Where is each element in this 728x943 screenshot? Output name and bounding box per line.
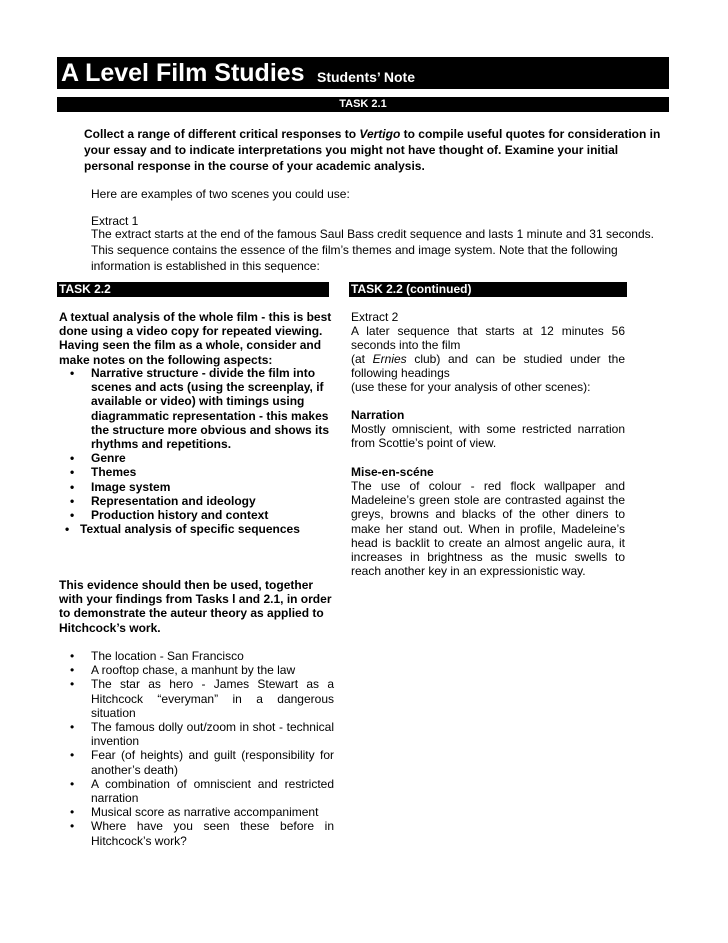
extract2-title: Extract 2 [351,310,399,324]
list-item: • A rooftop chase, a manhunt by the law [70,663,296,678]
aspects-list [59,366,334,536]
title-bar [57,57,669,89]
narration-text: Mostly omniscient, with some restricted narration from Scottie’s point of view. [351,422,625,451]
list-item: • The star as hero - James Stewart as a Hitchcock “everyman” in a dangerous situation [70,677,334,720]
evidence-paragraph: This evidence should then be used, together with your findings from Tasks l and 2.1, in order to demonstrate the auteur theory as applied to Hitchcock’s work. [59,578,332,635]
list-item: • The famous dolly out/zoom in shot - technical invention [70,720,334,749]
list-item: • Themes [70,465,137,480]
examples-line: Here are examples of two scenes you could use: [91,187,350,201]
extract1-title: Extract 1 [91,214,139,228]
task-2-2-continued-heading: TASK 2.2 (continued) [349,282,627,297]
list-item: • Image system [70,479,171,494]
list-item: • Textual analysis of specific sequences [65,522,300,537]
list-item: • Where have you seen these before in Hitchcock’s work? [70,819,334,848]
list-item: • Genre [70,451,126,466]
list-item: • Musical score as narrative accompaniment [70,805,319,820]
extract2-line2: (at Ernies club) and can be studied under the following headings [351,352,625,381]
points-list [59,649,334,848]
mise-text: The use of colour - red flock wallpaper and Madeleine’s green stole are contrasted against the greys, browns and blacks of the other diners to make her stand out. When in profile, Madeleine’s head is backlit to create an almost angelic aura, it increases in brightness as the music swells to reach another key in an expressionistic way. [351,479,625,579]
mise-heading: Mise-en-scéne [351,465,434,479]
list-item: • Production history and context [70,508,269,523]
task-2-1-heading: TASK 2.1 [57,97,669,112]
page-subtitle: Students’ Note [317,69,416,85]
narration-heading: Narration [351,408,405,422]
task-2-2-intro: A textual analysis of the whole film - this is best done using a video copy for repeated viewing. Having seen the film as a whole, consider and make notes on the following aspects: [59,310,332,367]
page-title: A Level Film Studies [61,59,305,87]
list-item: • Representation and ideology [70,493,256,508]
intro-paragraph: Collect a range of different critical responses to Vertigo to compile useful quotes for consideration in your essay and to indicate interpretations you might not have thought of. Examine your initial personal response in the course of your academic analysis. [84,127,661,173]
list-item: • The location - San Francisco [70,649,244,663]
extract2-line3: (use these for your analysis of other scenes): [351,380,591,394]
extract1-body: The extract starts at the end of the famous Saul Bass credit sequence and lasts 1 minute and 31 seconds. This sequence contains the essence of the film’s themes and image system. Note that the following information is established in this sequence: [91,227,654,273]
film-title: Vertigo [359,127,401,141]
list-item: • A combination of omniscient and restricted narration [70,776,334,806]
task-2-2-heading: TASK 2.2 [57,282,329,297]
list-item: • Narrative structure - divide the film into scenes and acts (using the screenplay, if available or video) with timings using diagrammatic representation - this makes the structure more obvious and shows its rhythms and repetitions. [70,366,330,452]
list-item: • Fear (of heights) and guilt (responsibility for another’s death) [70,748,334,777]
extract2-line1: A later sequence that starts at 12 minutes 56 seconds into the film [351,324,625,353]
